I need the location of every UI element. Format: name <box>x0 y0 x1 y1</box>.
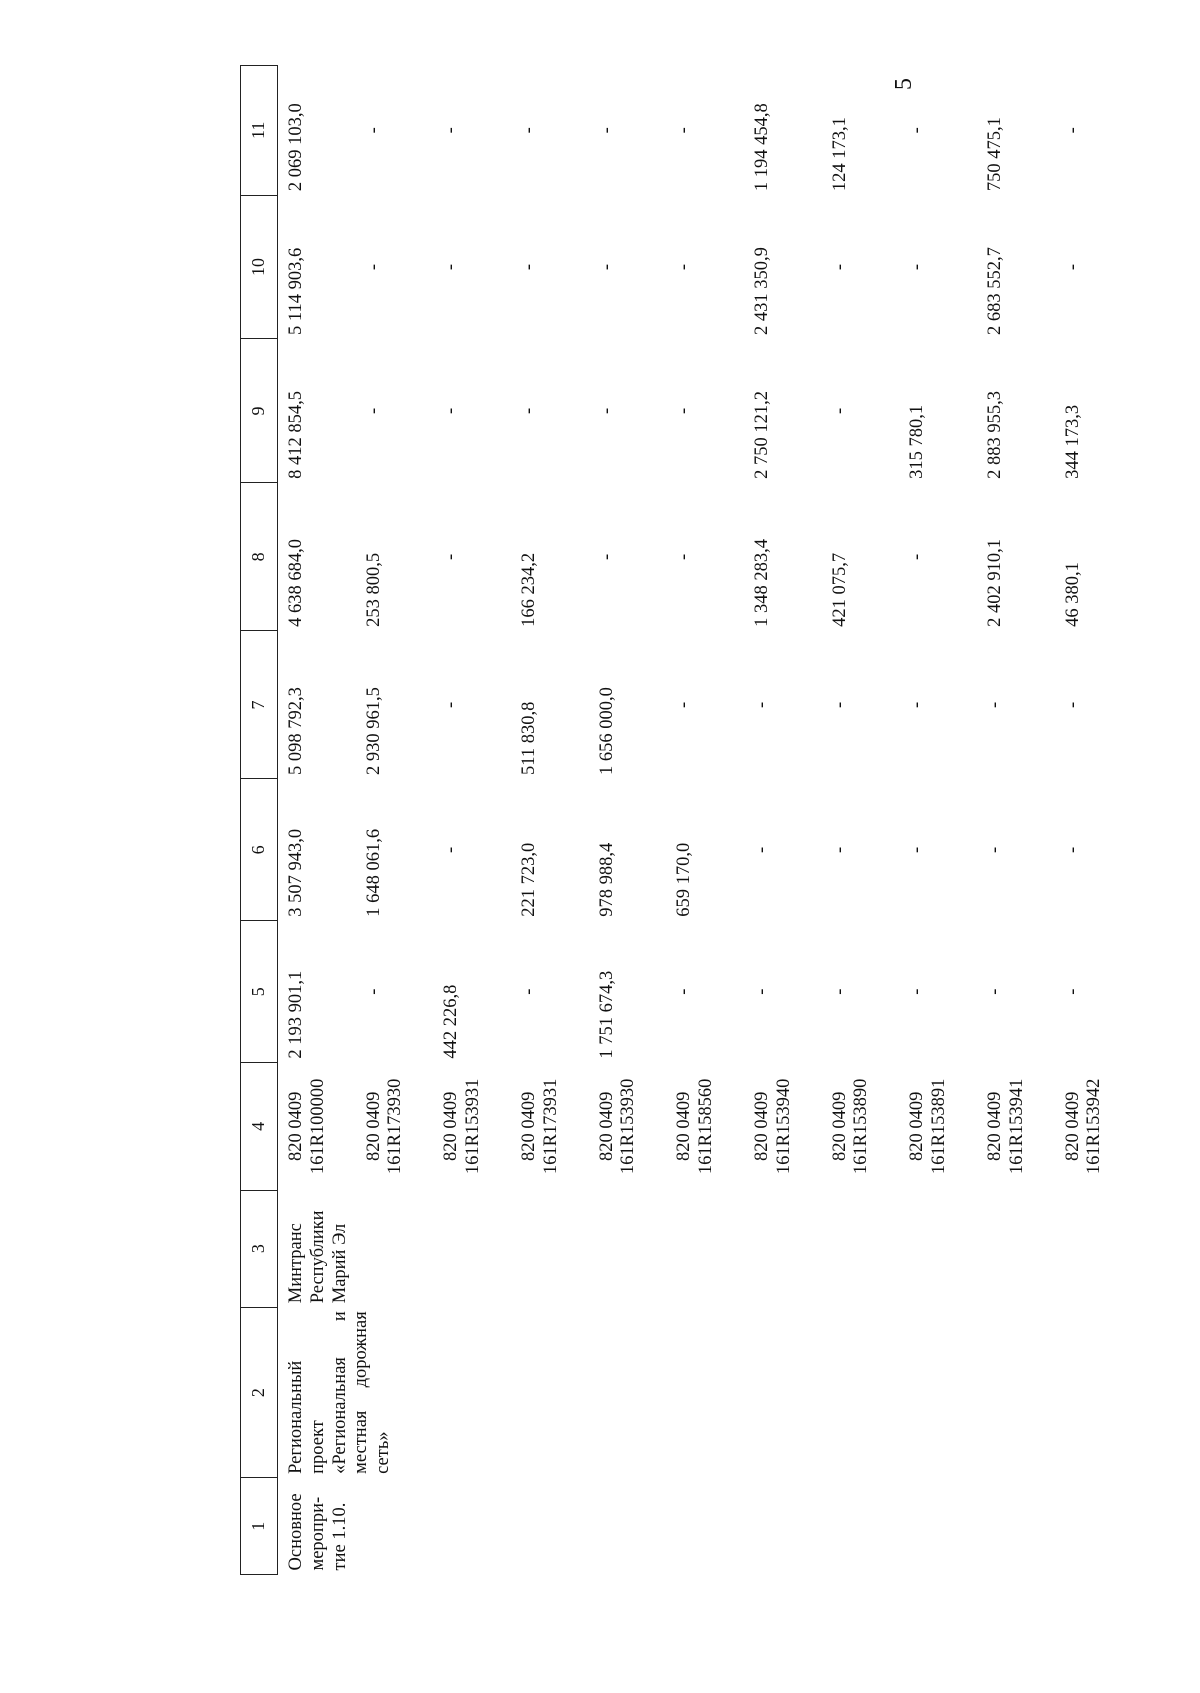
value-cell-col-5: - <box>829 988 850 995</box>
value-cell-col-7: - <box>674 701 695 709</box>
budget-code-part-2: 161R153940 <box>773 1078 794 1175</box>
page-number: 5 <box>891 78 917 90</box>
value-cell-col-6: - <box>441 846 462 853</box>
budget-code-part-2: 161R153941 <box>1006 1078 1027 1175</box>
value-cell-col-8: - <box>596 553 617 560</box>
value-cell-col-7: - <box>1062 701 1083 709</box>
value-cell-col-8: 46 380,1 <box>1062 562 1083 627</box>
value-cell-col-7: - <box>907 701 928 709</box>
budget-code-part-1: 820 0409 <box>1062 1091 1083 1162</box>
budget-code-part-1: 820 0409 <box>829 1091 850 1162</box>
budget-code-part-2: 161R153891 <box>929 1078 950 1175</box>
value-cell-col-8: - <box>907 553 928 560</box>
table-header <box>241 66 278 1575</box>
value-cell-col-6: - <box>907 846 928 853</box>
value-cell-col-8: 253 800,5 <box>363 552 384 627</box>
value-cell-col-10: - <box>441 263 462 271</box>
value-cell-col-5: - <box>518 988 539 995</box>
value-cell-col-11: 124 173,1 <box>829 117 850 192</box>
value-cell-col-9: - <box>363 407 384 415</box>
value-cell-col-5: 1 751 674,3 <box>596 970 617 1059</box>
budget-code-part-1: 820 0409 <box>518 1091 539 1162</box>
value-cell-col-5: - <box>984 988 1005 995</box>
budget-code-cell <box>330 1063 408 1190</box>
value-cell-col-10: 2 683 552,7 <box>984 247 1005 335</box>
value-cell-col-10: - <box>674 263 695 271</box>
value-cell-col-11: - <box>674 127 695 134</box>
header-col-2: 2 <box>241 1307 278 1478</box>
header-col-10: 10 <box>241 195 278 339</box>
budget-code-part-2: 161R153942 <box>1084 1078 1105 1175</box>
value-cell-col-8: - <box>441 553 462 560</box>
value-cell-col-11: - <box>363 127 384 134</box>
value-cell-col-11: 2 069 103,0 <box>286 103 306 192</box>
budget-code-cell <box>485 1063 563 1190</box>
value-cell-col-10: - <box>907 263 928 271</box>
value-cell-col-11: 750 475,1 <box>984 117 1005 192</box>
budget-code-cell <box>563 1063 641 1190</box>
value-cell-col-9: - <box>518 407 539 415</box>
header-col-6: 6 <box>241 779 278 921</box>
value-cell-col-10: - <box>829 263 850 271</box>
value-cell-col-6: 659 170,0 <box>674 842 695 917</box>
value-cell-col-11: - <box>907 127 928 134</box>
value-cell-col-6: 978 988,4 <box>596 842 617 917</box>
value-cell-col-5: - <box>363 988 384 995</box>
value-cell-col-7: 5 098 792,3 <box>286 687 306 775</box>
value-cell-col-8: 421 075,7 <box>829 552 850 627</box>
value-cell-col-9: 2 883 955,3 <box>984 391 1005 479</box>
value-cell-col-9: 344 173,3 <box>1062 404 1083 479</box>
budget-code-part-1: 820 0409 <box>286 1091 306 1162</box>
value-cell-col-9: 315 780,1 <box>907 404 928 479</box>
value-cell-col-10: 5 114 903,6 <box>286 247 306 335</box>
value-cell-col-9: - <box>674 407 695 415</box>
budget-code-part-2: 161R100000 <box>307 1078 328 1175</box>
value-cell-col-5: 2 193 901,1 <box>286 970 306 1059</box>
value-cell-col-7: - <box>829 701 850 709</box>
budget-code-part-2: 161R153931 <box>463 1078 484 1175</box>
measure-cell: Основное меропри-тие 1.10. <box>286 1493 350 1571</box>
budget-code-cell <box>278 1063 330 1190</box>
budget-code-part-2: 161R173931 <box>540 1078 561 1175</box>
value-cell-col-11: - <box>1062 127 1083 134</box>
header-col-8: 8 <box>241 483 278 631</box>
value-cell-col-8: 4 638 684,0 <box>286 539 306 627</box>
value-cell-col-11: - <box>596 127 617 134</box>
budget-code-part-1: 820 0409 <box>441 1091 462 1162</box>
value-cell-col-10: - <box>596 263 617 271</box>
value-cell-col-7: - <box>441 701 462 709</box>
value-cell-col-5: 442 226,8 <box>441 984 462 1059</box>
value-cell-col-9: 8 412 854,5 <box>286 391 306 479</box>
budget-code-cell <box>873 1063 951 1190</box>
budget-code-part-1: 820 0409 <box>674 1091 695 1162</box>
value-cell-col-6: 3 507 943,0 <box>286 828 306 917</box>
value-cell-col-9: 2 750 121,2 <box>751 391 772 479</box>
value-cell-col-5: - <box>907 988 928 995</box>
header-col-4: 4 <box>241 1063 278 1190</box>
budget-code-part-1: 820 0409 <box>596 1091 617 1162</box>
budget-code-cell <box>1029 1063 1107 1190</box>
project-name-cell: Региональный проект «Региональная и местная дорожная сеть» <box>286 1311 394 1474</box>
value-cell-col-6: 221 723,0 <box>518 842 539 917</box>
budget-code-part-2: 161R158560 <box>696 1078 717 1175</box>
value-cell-col-7: 2 930 961,5 <box>363 687 384 775</box>
value-cell-col-5: - <box>674 988 695 995</box>
value-cell-col-10: - <box>1062 263 1083 271</box>
value-cell-col-7: 1 656 000,0 <box>596 687 617 775</box>
budget-code-cell <box>718 1063 796 1190</box>
value-cell-col-10: 2 431 350,9 <box>751 247 772 335</box>
value-cell-col-6: - <box>751 846 772 853</box>
value-cell-col-5: - <box>751 988 772 995</box>
value-cell-col-11: - <box>518 127 539 134</box>
budget-code-cell <box>407 1063 485 1190</box>
table-row <box>278 66 330 1575</box>
budget-code-part-1: 820 0409 <box>907 1091 928 1162</box>
header-col-5: 5 <box>241 921 278 1063</box>
value-cell-col-8: 166 234,2 <box>518 552 539 627</box>
value-cell-col-6: - <box>1062 846 1083 853</box>
value-cell-col-6: - <box>984 846 1005 853</box>
value-cell-col-8: - <box>674 553 695 560</box>
value-cell-col-9: - <box>829 407 850 415</box>
value-cell-col-10: - <box>518 263 539 271</box>
value-cell-col-6: - <box>829 846 850 853</box>
budget-code-cell <box>951 1063 1029 1190</box>
budget-code-cell <box>796 1063 874 1190</box>
budget-code-part-1: 820 0409 <box>751 1091 772 1162</box>
budget-code-part-2: 161R173930 <box>385 1078 406 1175</box>
value-cell-col-7: - <box>984 701 1005 709</box>
table-body <box>278 66 1107 1575</box>
value-cell-col-11: - <box>441 127 462 134</box>
value-cell-col-7: - <box>751 701 772 709</box>
rotated-table-container <box>240 65 1105 1575</box>
value-cell-col-6: 1 648 061,6 <box>363 828 384 917</box>
budget-code-part-1: 820 0409 <box>984 1091 1005 1162</box>
header-row <box>241 66 278 1575</box>
budget-code-part-1: 820 0409 <box>363 1091 384 1162</box>
value-cell-col-9: - <box>441 407 462 415</box>
header-col-7: 7 <box>241 631 278 779</box>
budget-table <box>240 65 1106 1575</box>
value-cell-col-7: 511 830,8 <box>518 701 539 775</box>
value-cell-col-8: 1 348 283,4 <box>751 539 772 627</box>
budget-code-part-2: 161R153930 <box>618 1078 639 1175</box>
value-cell-col-11: 1 194 454,8 <box>751 103 772 192</box>
header-col-3: 3 <box>241 1190 278 1307</box>
value-cell-col-10: - <box>363 263 384 271</box>
header-col-9: 9 <box>241 339 278 483</box>
header-col-1: 1 <box>241 1478 278 1575</box>
budget-code-part-2: 161R153890 <box>851 1078 872 1175</box>
value-cell-col-9: - <box>596 407 617 415</box>
budget-code-cell <box>640 1063 718 1190</box>
ministry-cell: Минтранс Республики Марий Эл <box>286 1210 350 1304</box>
value-cell-col-8: 2 402 910,1 <box>984 539 1005 627</box>
value-cell-col-5: - <box>1062 988 1083 995</box>
header-col-11: 11 <box>241 66 278 196</box>
